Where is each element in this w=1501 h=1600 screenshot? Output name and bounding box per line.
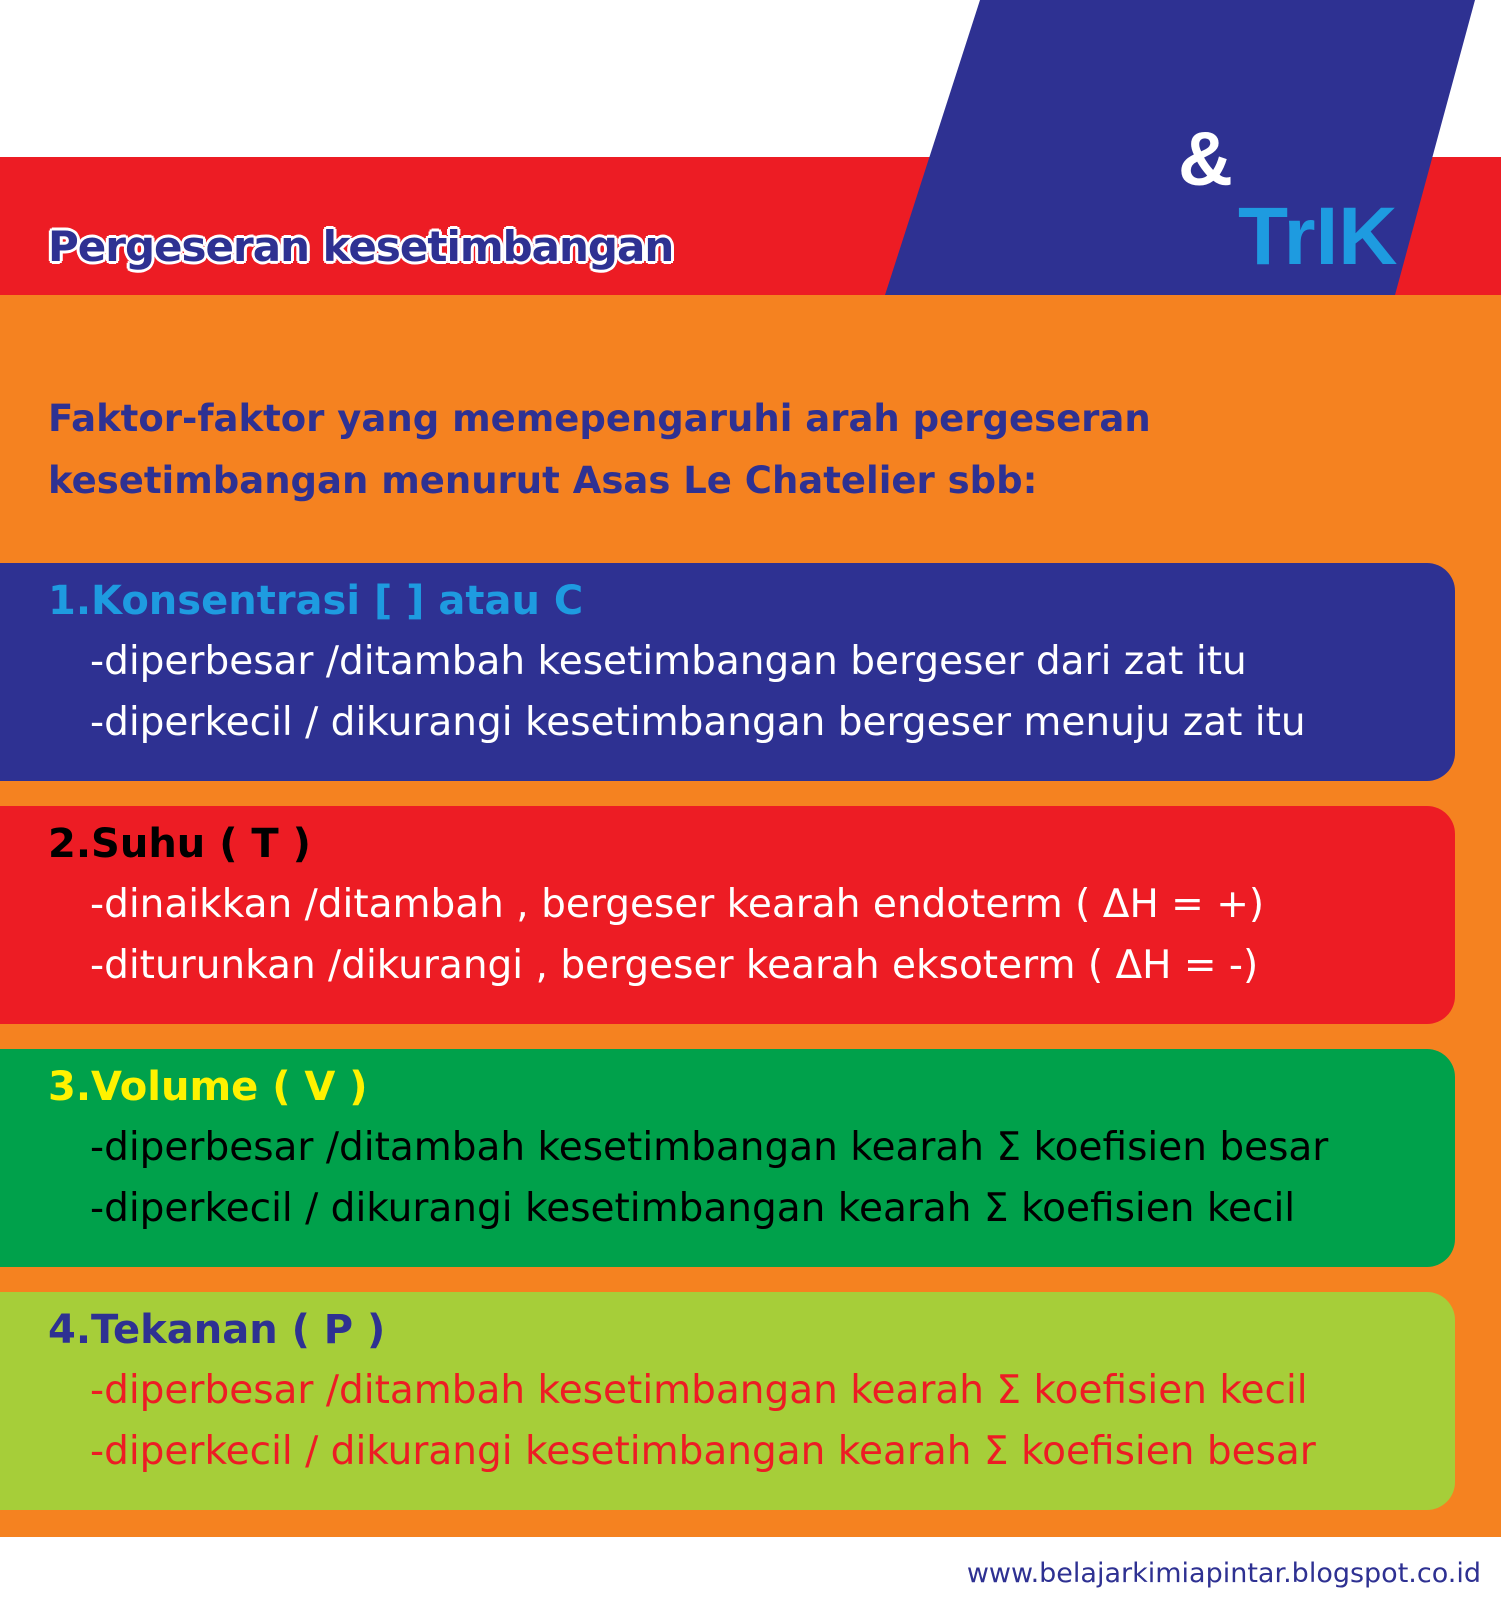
factor-box-concentration [0, 563, 1455, 781]
badge-word: TrIK [1238, 191, 1398, 282]
factor-box-volume [0, 1049, 1455, 1267]
factor-line: -diperbesar /ditambah kesetimbangan bergeser dari zat itu [90, 639, 1247, 684]
factor-line: -diperbesar /ditambah kesetimbangan kearah Σ koefisien besar [90, 1125, 1329, 1170]
factor-box-pressure [0, 1292, 1455, 1510]
factor-line: -dinaikkan /ditambah , bergeser kearah endoterm ( ΔH = +) [90, 882, 1265, 927]
factor-title: 4.Tekanan ( P ) [48, 1307, 386, 1353]
factor-line: -diperkecil / dikurangi kesetimbangan bergeser menuju zat itu [90, 700, 1306, 745]
factor-title: 1.Konsentrasi [ ] atau C [48, 578, 584, 624]
page-title: Pergeseran kesetimbangan [48, 222, 674, 271]
factor-line: -diperkecil / dikurangi kesetimbangan kearah Σ koefisien besar [90, 1429, 1316, 1474]
badge-ampersand: & [1178, 117, 1233, 202]
factor-line: -diperbesar /ditambah kesetimbangan kearah Σ koefisien kecil [90, 1368, 1308, 1413]
footer-website-link[interactable]: www.belajarkimiapintar.blogspot.co.id [966, 1558, 1481, 1589]
factor-title: 2.Suhu ( T ) [48, 821, 311, 867]
intro-text: Faktor-faktor yang memepengaruhi arah pergeseran kesetimbangan menurut Asas Le Chatelier sbb: [48, 397, 1151, 502]
factor-box-temperature [0, 806, 1455, 1024]
factor-title: 3.Volume ( V ) [48, 1064, 368, 1110]
factor-line: -diturunkan /dikurangi , bergeser kearah eksoterm ( ΔH = -) [90, 943, 1259, 988]
factor-line: -diperkecil / dikurangi kesetimbangan kearah Σ koefisien kecil [90, 1186, 1296, 1231]
